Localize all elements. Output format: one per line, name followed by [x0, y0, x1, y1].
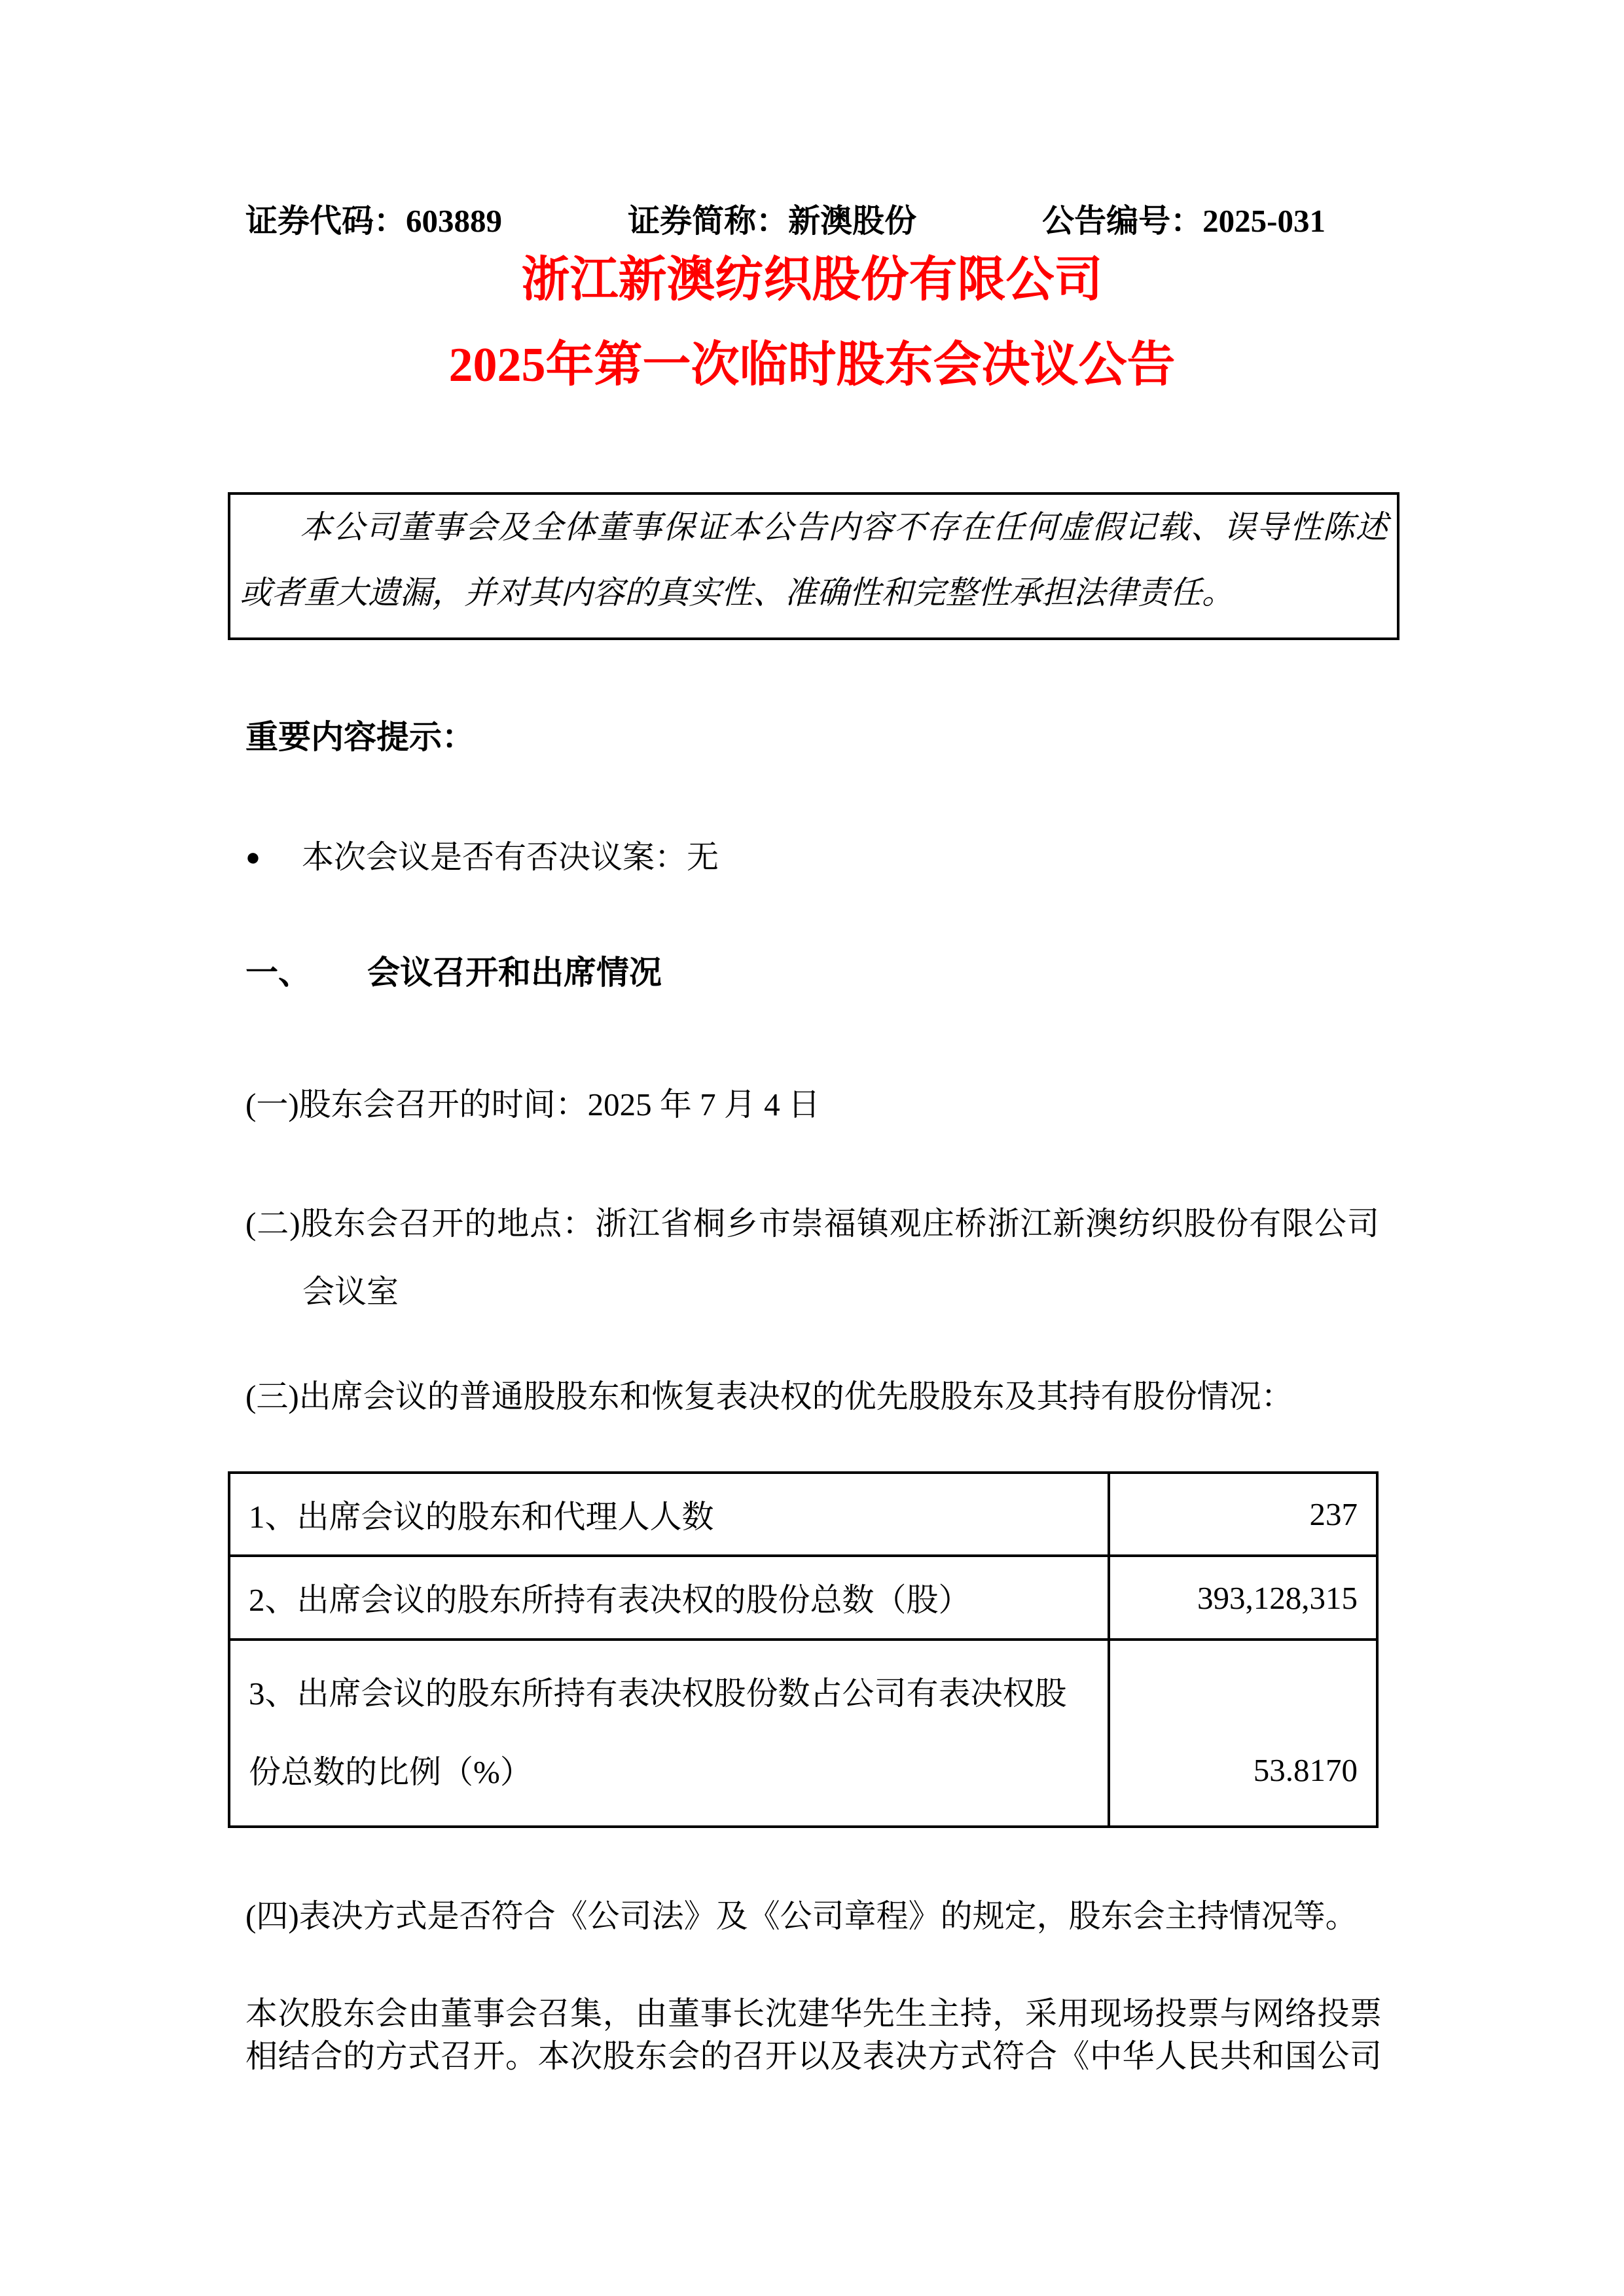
- meeting-place-line-2: 会议室: [302, 1274, 399, 1310]
- table-cell-label: [229, 1640, 1109, 1827]
- section-one-number: 一、: [245, 954, 311, 991]
- document-header: [245, 202, 1326, 241]
- disclaimer-line-2: 或者重大遗漏，并对其内容的真实性、准确性和完整性承担法律责任。: [240, 575, 1235, 611]
- attendance-intro-line: (三)出席会议的普通股股东和恢复表决权的优先股股东及其持有股份情况：: [245, 1378, 1293, 1414]
- stock-short-name: 证券简称：新澳股份: [628, 203, 917, 239]
- announcement-title: 2025年第一次临时股东会决议公告: [448, 338, 1176, 392]
- table-row: [229, 1556, 1377, 1640]
- table-cell-value: 53.8170: [1109, 1640, 1377, 1827]
- meeting-time-line: (一)股东会召开的时间：2025 年 7 月 4 日: [245, 1086, 820, 1122]
- stock-code: 证券代码：603889: [245, 203, 503, 239]
- table-row: [229, 1640, 1377, 1827]
- section-one-heading: [245, 953, 662, 992]
- important-notice-label: 重要内容提示：: [245, 719, 475, 755]
- meeting-place-line-1: (二)股东会召开的地点：浙江省桐乡市崇福镇观庄桥浙江新澳纺织股份有限公司: [245, 1206, 1379, 1242]
- table-cell-value: 237: [1109, 1473, 1377, 1556]
- attendance-table: [228, 1471, 1379, 1828]
- closing-paragraph-line-2: 相结合的方式召开。本次股东会的召开以及表决方式符合《中华人民共和国公司: [245, 2038, 1382, 2074]
- table-cell-label: 1、出席会议的股东和代理人人数: [229, 1473, 1109, 1556]
- bullet-item: [245, 838, 719, 877]
- disclaimer-box: [228, 492, 1399, 640]
- table-cell-value: 393,128,315: [1109, 1556, 1377, 1640]
- table-cell-label-line-1: 3、出席会议的股东所持有表决权股份数占公司有表决权股: [249, 1676, 1067, 1712]
- closing-paragraph-line-1: 本次股东会由董事会召集，由董事长沈建华先生主持，采用现场投票与网络投票: [245, 1996, 1382, 2032]
- company-title: 浙江新澳纺织股份有限公司: [521, 253, 1103, 307]
- bullet-icon: ●: [245, 844, 261, 871]
- table-cell-label-line-2: 份总数的比例（%）: [249, 1754, 532, 1790]
- table-cell-label: 2、出席会议的股东所持有表决权的股份总数（股）: [229, 1556, 1109, 1640]
- bullet-item-text: 本次会议是否有否决议案：无: [302, 839, 719, 875]
- disclaimer-line-1: 本公司董事会及全体董事保证本公告内容不存在任何虚假记载、误导性陈述: [300, 509, 1388, 545]
- announcement-number: 公告编号：2025-031: [1042, 203, 1326, 239]
- section-one-title: 会议召开和出席情况: [367, 954, 662, 991]
- voting-method-line: (四)表决方式是否符合《公司法》及《公司章程》的规定，股东会主持情况等。: [245, 1898, 1358, 1934]
- table-row: [229, 1473, 1377, 1556]
